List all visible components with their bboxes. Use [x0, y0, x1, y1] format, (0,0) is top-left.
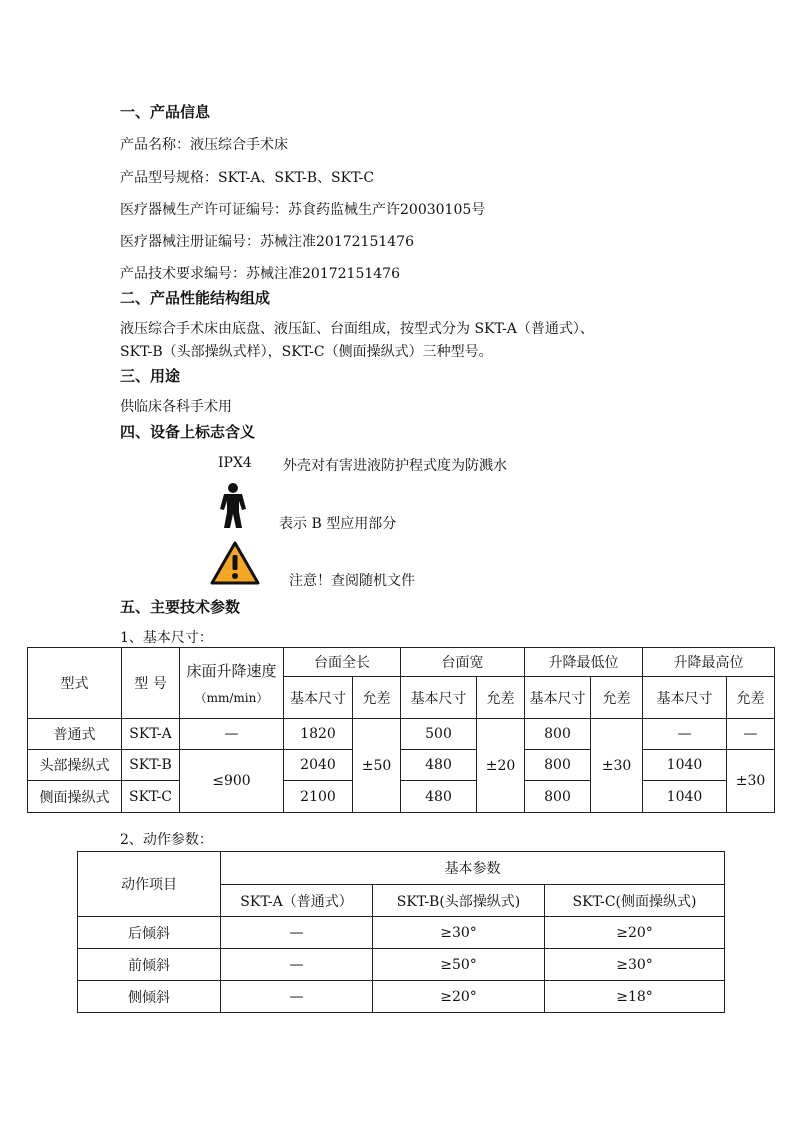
header-lowest-position: 升降最低位 [525, 648, 643, 677]
section2-heading: 二、产品性能结构组成 [120, 289, 271, 307]
basic-dimensions-subheading: 1、基本尺寸： [120, 630, 213, 646]
section5-heading: 五、主要技术参数 [120, 598, 241, 616]
header-lift-speed [180, 648, 284, 719]
structure-text-line1: 液压综合手术床由底盘、液压缸、台面组成，按型式分为 SKT-A（普通式）、 [120, 321, 594, 337]
row-speed-bc: ≤900 [180, 750, 284, 813]
header-length-basic: 基本尺寸 [284, 677, 353, 719]
caution-description: 注意！查阅随机文件 [289, 573, 415, 589]
header-skt-c: SKT-C(侧面操纵式) [545, 885, 725, 917]
row-b: ≥30° [373, 917, 545, 949]
header-length-tolerance: 允差 [353, 677, 401, 719]
action-parameters-subheading: 2、动作参数： [120, 832, 213, 848]
row-width: 480 [401, 750, 477, 781]
table-row [28, 750, 775, 781]
row-b: ≥20° [373, 981, 545, 1013]
header-highest-position: 升降最高位 [643, 648, 775, 677]
header-min-basic: 基本尺寸 [525, 677, 591, 719]
row-type: 普通式 [28, 719, 122, 750]
section3-heading: 三、用途 [120, 367, 181, 385]
ipx4-code: IPX4 [218, 455, 252, 471]
row-item: 前倾斜 [78, 949, 221, 981]
row-length: 2100 [284, 781, 353, 813]
row-min: 800 [525, 719, 591, 750]
table-row [78, 917, 725, 949]
header-model: 型 号 [122, 648, 180, 719]
header-width-basic: 基本尺寸 [401, 677, 477, 719]
header-max-tolerance: 允差 [727, 677, 775, 719]
row-type: 头部操纵式 [28, 750, 122, 781]
production-license-line: 医疗器械生产许可证编号：苏食药监械生产许20030105号 [120, 202, 486, 218]
model-spec-line: 产品型号规格：SKT-A、SKT-B、SKT-C [120, 170, 375, 186]
row-min: 800 [525, 750, 591, 781]
row-c: ≥18° [545, 981, 725, 1013]
type-b-description: 表示 B 型应用部分 [279, 516, 397, 532]
header-basic-parameters: 基本参数 [221, 852, 725, 885]
header-skt-b: SKT-B(头部操纵式) [373, 885, 545, 917]
header-skt-a: SKT-A（普通式） [221, 885, 373, 917]
row-model: SKT-C [122, 781, 180, 813]
header-table-length: 台面全长 [284, 648, 401, 677]
row-width: 500 [401, 719, 477, 750]
ipx4-description: 外壳对有害进液防护程式度为防溅水 [283, 458, 507, 474]
row-a: — [221, 949, 373, 981]
header-min-tolerance: 允差 [591, 677, 643, 719]
max-tolerance-bc: ±30 [727, 750, 775, 813]
product-name-line: 产品名称：液压综合手术床 [120, 137, 288, 153]
registration-number-line: 医疗器械注册证编号：苏械注准20172151476 [120, 234, 414, 250]
row-model: SKT-B [122, 750, 180, 781]
table-row [78, 981, 725, 1013]
section1-heading: 一、产品信息 [120, 103, 211, 121]
type-b-applied-part-icon [215, 482, 251, 530]
table-row [28, 781, 775, 813]
structure-text-line2: SKT-B（头部操纵式样），SKT-C（侧面操纵式）三种型号。 [120, 344, 493, 360]
row-length: 1820 [284, 719, 353, 750]
table-row [28, 719, 775, 750]
length-tolerance-value: ±50 [353, 719, 401, 813]
header-action-item: 动作项目 [78, 852, 221, 917]
row-c: ≥30° [545, 949, 725, 981]
row-a: — [221, 917, 373, 949]
row-type: 侧面操纵式 [28, 781, 122, 813]
header-max-basic: 基本尺寸 [643, 677, 727, 719]
row-width: 480 [401, 781, 477, 813]
header-type: 型式 [28, 648, 122, 719]
header-width-tolerance: 允差 [477, 677, 525, 719]
row-max: 1040 [643, 750, 727, 781]
min-tolerance-value: ±30 [591, 719, 643, 813]
row-max: 1040 [643, 781, 727, 813]
caution-warning-icon [210, 541, 260, 585]
header-table-width: 台面宽 [401, 648, 525, 677]
row-max: — [643, 719, 727, 750]
max-tolerance-a: — [727, 719, 775, 750]
row-b: ≥50° [373, 949, 545, 981]
header-lift-speed-unit: （mm/min） [194, 691, 269, 705]
header-lift-speed-label: 床面升降速度 [186, 662, 277, 680]
row-item: 侧倾斜 [78, 981, 221, 1013]
table-row [78, 949, 725, 981]
width-tolerance-value: ±20 [477, 719, 525, 813]
tech-requirement-line: 产品技术要求编号：苏械注准20172151476 [120, 266, 400, 282]
row-speed: — [180, 719, 284, 750]
basic-dimensions-table [27, 647, 775, 813]
section4-heading: 四、设备上标志含义 [120, 423, 256, 441]
usage-text: 供临床各科手术用 [120, 399, 232, 415]
row-a: — [221, 981, 373, 1013]
action-parameters-table [77, 851, 725, 1013]
row-length: 2040 [284, 750, 353, 781]
row-model: SKT-A [122, 719, 180, 750]
row-min: 800 [525, 781, 591, 813]
row-item: 后倾斜 [78, 917, 221, 949]
row-c: ≥20° [545, 917, 725, 949]
